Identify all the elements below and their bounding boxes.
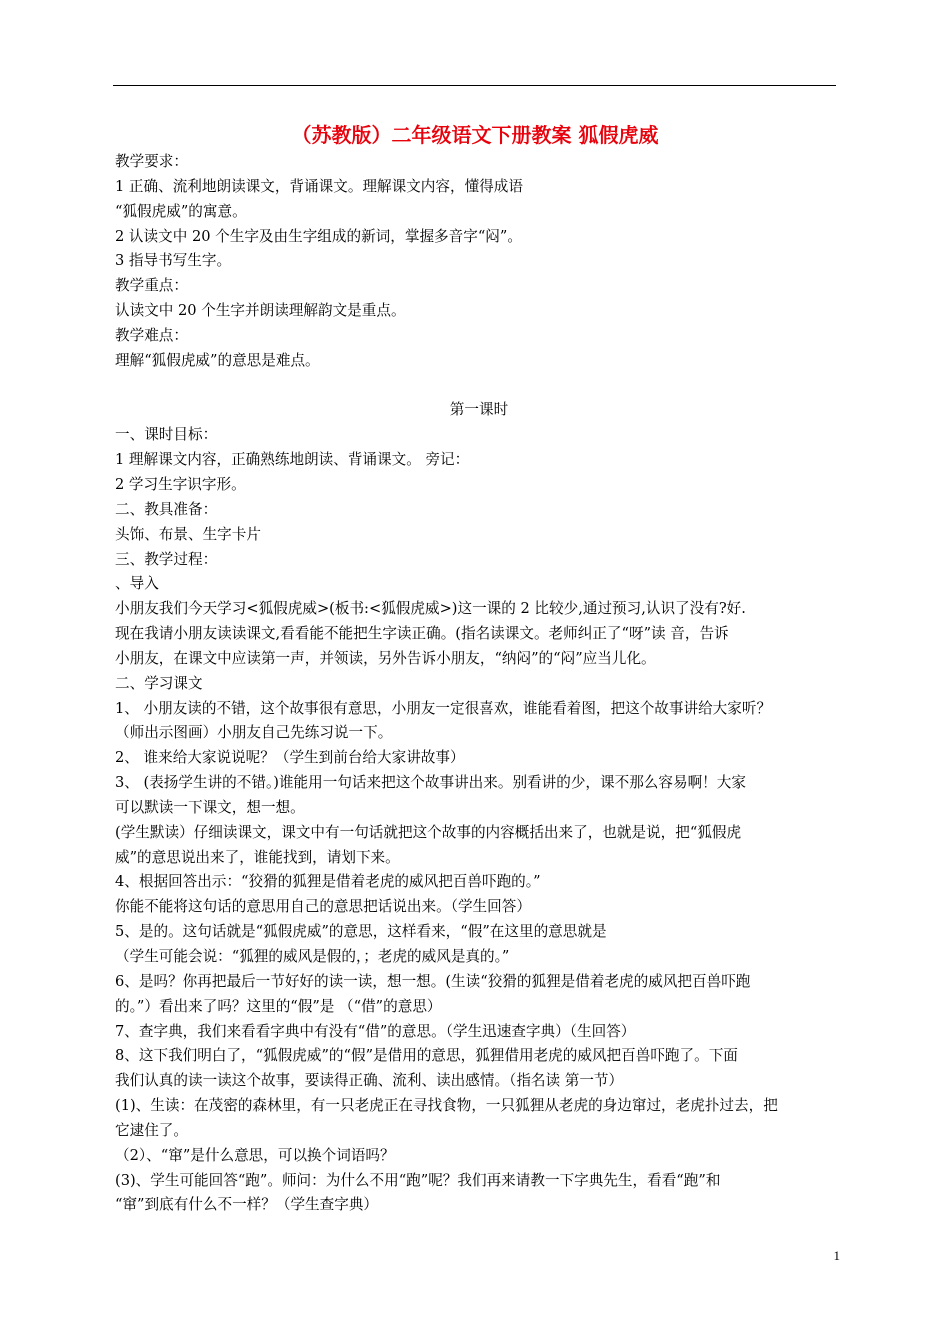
section-heading: 第一课时: [449, 401, 509, 419]
body-line: 理解“狐假虎威”的意思是难点。: [115, 351, 320, 369]
body-line: 可以默读一下课文，想一想。: [115, 798, 305, 816]
page-number: 1: [833, 1248, 840, 1263]
body-line: 1 正确、流利地朗读课文，背诵课文。理解课文内容，懂得成语: [115, 177, 523, 195]
body-line: 3、 (表扬学生讲的不错。)谁能用一句话来把这个故事讲出来。别看讲的少，课不那么容易啊！大家: [115, 774, 746, 792]
body-line: 头饰、布景、生字卡片: [115, 525, 261, 543]
body-line: 二、学习课文: [115, 674, 203, 692]
body-line: 教学重点：: [115, 277, 188, 295]
body-line: “窜”到底有什么不一样？（学生查字典）: [115, 1196, 379, 1214]
body-line: 4、根据回答出示：“狡猾的狐狸是借着老虎的威风把百兽吓跑的。”: [115, 873, 541, 891]
body-line: “狐假虎威”的寓意。: [115, 202, 247, 220]
body-line: 你能不能将这句话的意思用自己的意思把话说出来。（学生回答）: [115, 898, 531, 916]
body-line: 认读文中 20 个生字并朗读理解韵文是重点。: [115, 302, 406, 320]
body-line: 现在我请小朋友读读课文,看看能不能把生字读正确。(指名读课文。老师纠正了“呀”读 音，告诉: [115, 625, 729, 643]
body-line: 1 理解课文内容，正确熟练地朗读、背诵课文。 旁记：: [115, 451, 470, 469]
body-line: 8、这下我们明白了，“狐假虎威”的“假”是借用的意思，狐狸借用老虎的威风把百兽吓跑了。下面: [115, 1047, 738, 1065]
blank-line: [115, 374, 843, 399]
body-line: 三、教学过程：: [115, 550, 218, 568]
body-line: 3 指导书写生字。: [115, 252, 232, 270]
document-title: （苏教版）二年级语文下册教案 狐假虎威: [291, 123, 659, 147]
body-line: 1、 小朋友读的不错，这个故事很有意思，小朋友一定很喜欢，谁能看着图，把这个故事讲给大家听？: [115, 699, 772, 717]
body-line: 威”的意思说出来了，谁能找到，请划下来。: [115, 848, 400, 866]
body-line: （学生可能会说：“狐狸的威风是假的，；老虎的威风是真的。”: [115, 948, 510, 965]
body-line: 一、课时目标：: [115, 426, 218, 444]
header-rule: [113, 85, 836, 86]
body-line: 它逮住了。: [115, 1121, 188, 1139]
body-line: 2 认读文中 20 个生字及由生字组成的新词，掌握多音字“闷”。: [115, 227, 522, 245]
body-line: 小朋友，在课文中应读第一声，并领读，另外告诉小朋友，“纳闷”的“闷”应当儿化。: [115, 649, 656, 667]
document-body: [115, 150, 843, 1218]
body-line: 7、查字典，我们来看看字典中有没有“借”的意思。（学生迅速查字典）（生回答）: [115, 1022, 636, 1040]
body-line: （师出示图画）小朋友自己先练习说一下。: [115, 724, 393, 742]
body-line: （2）、“窜”是什么意思，可以换个词语吗？: [115, 1146, 395, 1164]
body-line: 2、 谁来给大家说说呢？（学生到前台给大家讲故事）: [115, 749, 465, 767]
body-line: 2 学习生字识字形。: [115, 475, 246, 493]
body-line: 教学难点：: [115, 326, 188, 344]
body-line: 、导入: [115, 575, 159, 593]
body-line: 小朋友我们今天学习<狐假虎威>(板书:<狐假虎威>)这一课的 2 比较少,通过预习,认识了没有?好.: [115, 600, 746, 618]
body-line: 6、是吗？你再把最后一节好好的读一读，想一想。(生读“狡猾的狐狸是借着老虎的威风把百兽吓跑: [115, 972, 751, 990]
body-line: 我们认真的读一读这个故事，要读得正确、流利、读出感情。（指名读 第一节）: [115, 1072, 624, 1090]
body-line: (3)、学生可能回答“跑”。师问：为什么不用“跑”呢？我们再来请教一下字典先生，看看“跑”和: [115, 1171, 721, 1189]
body-line: 教学要求：: [115, 153, 188, 170]
body-line: 5、是的。这句话就是“狐假虎威”的意思，这样看来，“假”在这里的意思就是: [115, 923, 607, 941]
body-line: (学生默读）仔细读课文，课文中有一句话就把这个故事的内容概括出来了，也就是说，把“狐假虎: [115, 823, 742, 841]
body-line: (1)、生读：在茂密的森林里，有一只老虎正在寻找食物，一只狐狸从老虎的身边窜过，老虎扑过去，把: [115, 1097, 778, 1115]
body-line: 的。”）看出来了吗？这里的“假”是 （“借”的意思）: [115, 997, 442, 1015]
body-line: 二、教具准备：: [115, 500, 218, 518]
